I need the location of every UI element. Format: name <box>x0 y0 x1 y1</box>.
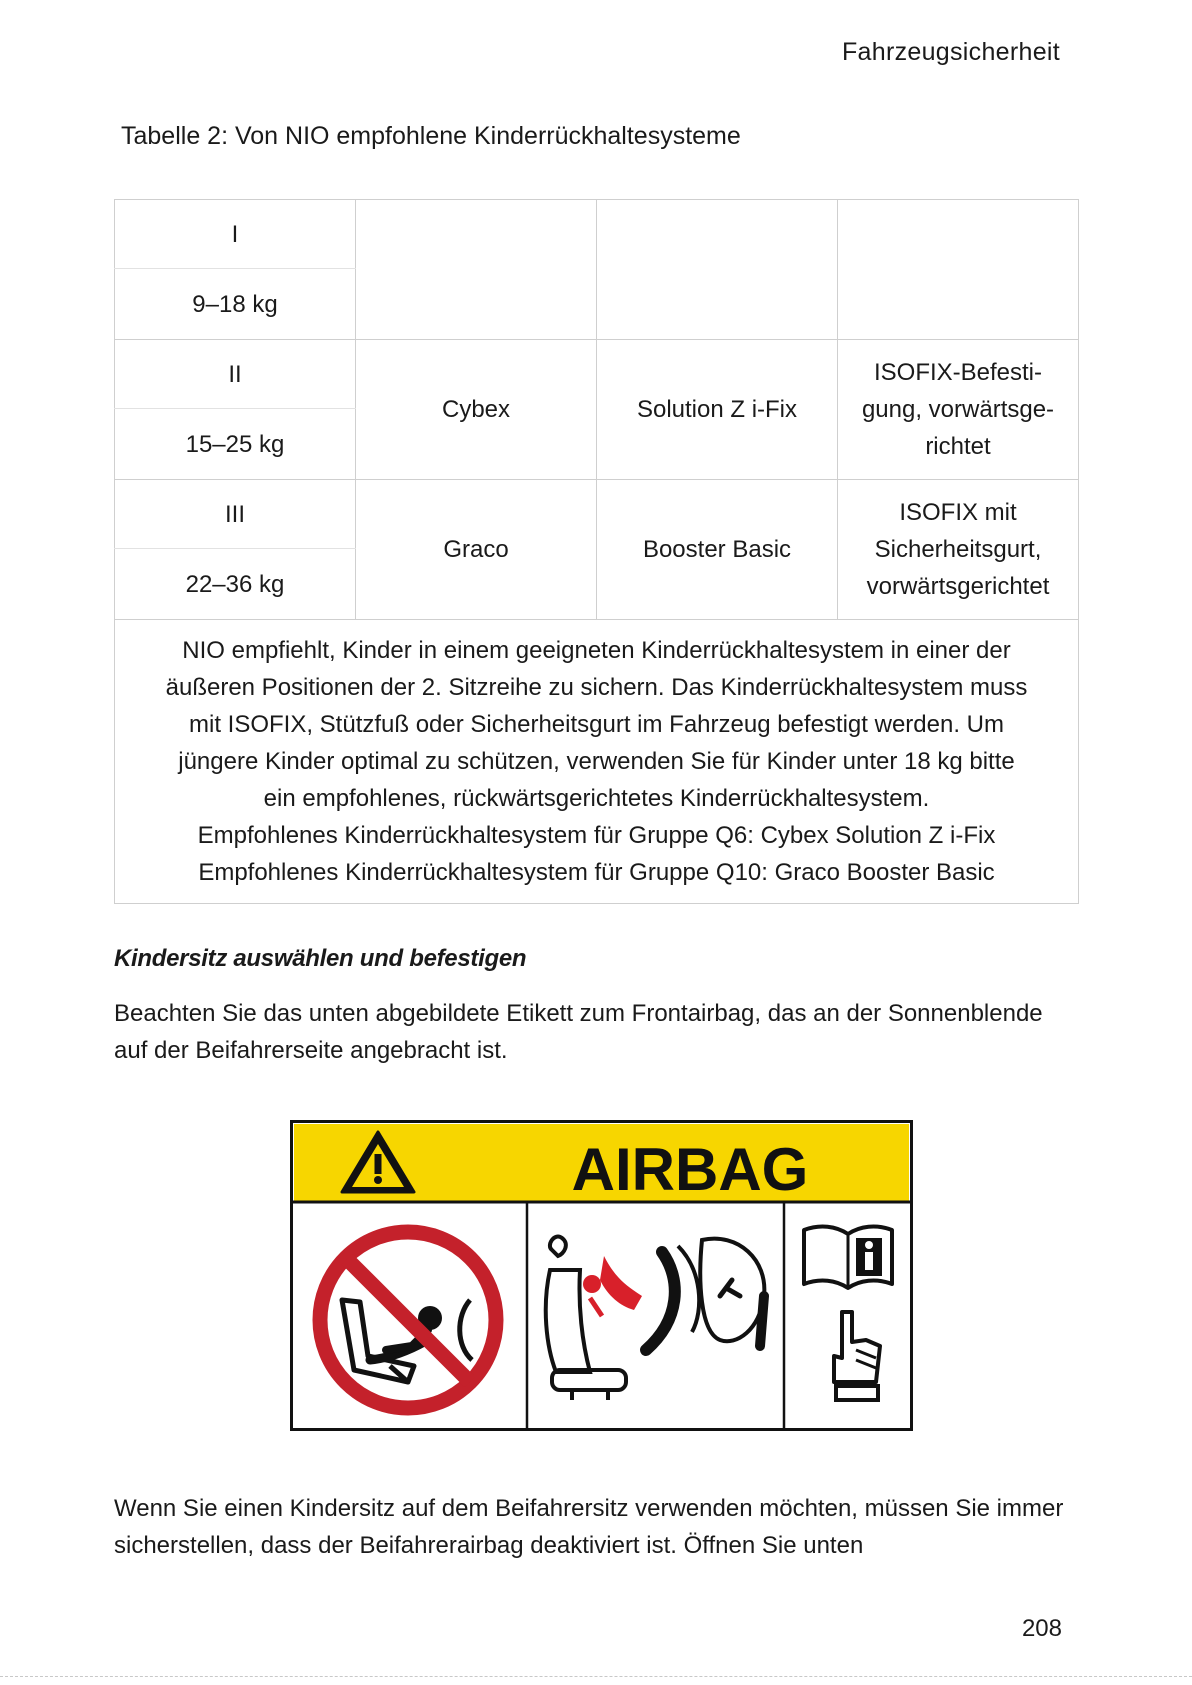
mounting-cell <box>838 200 1079 340</box>
note-line: mit ISOFIX, Stützfuß oder Sicherheitsgurt im Fahrzeug befestigt werden. Um <box>189 711 1004 738</box>
body-paragraph: Beachten Sie das unten abgebildete Etikett zum Frontairbag, das an der Sonnenblende auf der Beifahrerseite angebracht ist. <box>114 1000 1043 1064</box>
table-row <box>115 480 1079 549</box>
note-line: äußeren Positionen der 2. Sitzreihe zu sichern. Das Kinderrückhaltesystem muss <box>165 674 1028 701</box>
brand-cell <box>356 200 597 340</box>
group-cell: I <box>115 200 356 269</box>
group-cell: III <box>115 480 356 549</box>
mounting-cell: ISOFIX mit Sicherheitsgurt, vorwärtsgerichtet <box>838 480 1079 620</box>
running-header: Fahrzeugsicherheit <box>841 38 1060 66</box>
note-line: ein empfohlenes, rückwärtsgerichtetes Kinderrückhaltesystem. <box>263 785 930 812</box>
table-row <box>115 340 1079 409</box>
body-paragraph: Wenn Sie einen Kindersitz auf dem Beifahrersitz verwenden möchten, müssen Sie immer sicherstellen, dass der Beifahrerairbag deaktiviert ist. Öffnen Sie unten <box>114 1495 1064 1559</box>
weight-cell: 15–25 kg <box>115 409 356 480</box>
table-caption: Tabelle 2: Von NIO empfohlene Kinderrückhaltesysteme <box>121 122 741 150</box>
table-note-row <box>115 620 1079 904</box>
child-restraint-table <box>114 199 1079 904</box>
weight-cell: 22–36 kg <box>115 549 356 620</box>
model-cell: Booster Basic <box>597 480 838 620</box>
brand-cell: Graco <box>356 480 597 620</box>
page-number: 208 <box>1021 1615 1062 1642</box>
model-cell: Solution Z i-Fix <box>597 340 838 480</box>
airbag-warning-label <box>290 1120 913 1431</box>
table-row <box>115 200 1079 269</box>
group-cell: II <box>115 340 356 409</box>
note-line: Empfohlenes Kinderrückhaltesystem für Gruppe Q10: Graco Booster Basic <box>198 859 995 886</box>
brand-cell: Cybex <box>356 340 597 480</box>
table-note <box>115 620 1079 904</box>
model-cell <box>597 200 838 340</box>
page-edge-rule <box>0 1676 1192 1677</box>
weight-cell: 9–18 kg <box>115 269 356 340</box>
note-line: jüngere Kinder optimal zu schützen, verwenden Sie für Kinder unter 18 kg bitte <box>178 748 1015 775</box>
mounting-cell: ISOFIX-Befesti- gung, vorwärtsge- richtet <box>838 340 1079 480</box>
note-line: NIO empfiehlt, Kinder in einem geeigneten Kinderrückhaltesystem in einer der <box>182 637 1011 664</box>
note-line: Empfohlenes Kinderrückhaltesystem für Gruppe Q6: Cybex Solution Z i-Fix <box>197 822 996 849</box>
airbag-title: AIRBAG <box>571 1136 809 1203</box>
section-heading: Kindersitz auswählen und befestigen <box>114 945 527 972</box>
